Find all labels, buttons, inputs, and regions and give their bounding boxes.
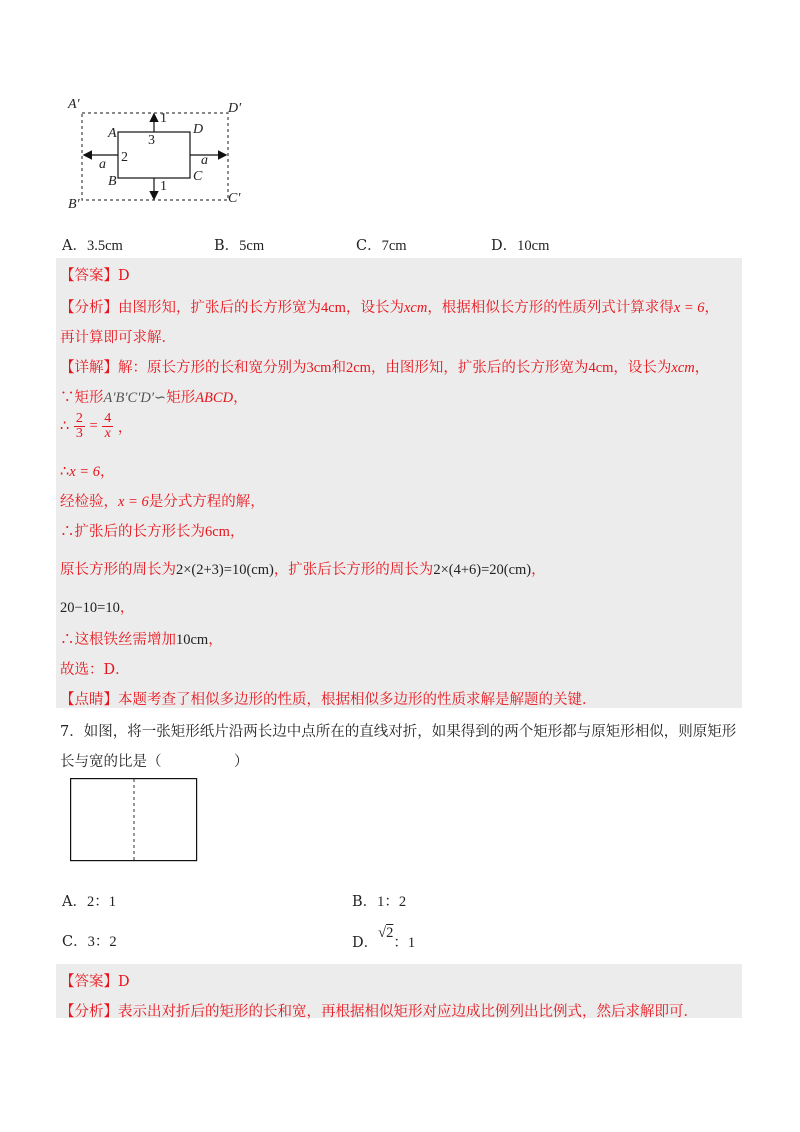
label-d-prime: D′ [228, 101, 242, 116]
q6-option-c: C．7cm [356, 238, 407, 254]
q7-option-b: B．1：2 [352, 894, 407, 910]
q6-analysis-line2: 再计算即可求解． [60, 330, 176, 346]
label-c-prime: C′ [228, 191, 241, 206]
q6-detail-line1: 【详解】解：原长方形的长和宽分别为3cm和2cm，由图形知，扩张后的长方形宽为4cm，设长为xcm， [60, 360, 710, 376]
q6-x-result: ∴x = 6， [60, 464, 115, 480]
q6-choose: 故选：D． [60, 662, 130, 678]
label-b: B [108, 174, 117, 189]
label-top-1: 1 [160, 111, 167, 126]
q6-option-b: B．5cm [214, 238, 265, 254]
q6-perimeters: 原长方形的周长为2×(2+3)=10(cm)，扩张后长方形的周长为2×(4+6)=20(cm)， [60, 562, 546, 578]
q6-similar-statement: ∵矩形A′B′C′D′∽矩形ABCD， [60, 390, 248, 406]
q7-analysis: 【分析】表示出对折后的矩形的长和宽，再根据相似矩形对应边成比例列出比例式，然后求解即可． [60, 1004, 698, 1020]
q6-check: 经检验，x = 6是分式方程的解， [60, 494, 265, 510]
q6-analysis-line1: 【分析】由图形知，扩张后的长方形宽为4cm，设长为xcm，根据相似长方形的性质列式计算求得x = 6， [60, 300, 720, 316]
label-width-3: 3 [148, 133, 155, 148]
q6-option-d: D．10cm [491, 238, 550, 254]
q6-proportion: ∴ $\frac{2}{3}$ = $\frac{4}{x}$ ， [60, 411, 133, 441]
sqrt-symbol: √2 [378, 925, 394, 941]
fraction-4-over-x: $\frac{4}{x}$ [104, 411, 112, 441]
q7-option-d: D．√2：1 [352, 925, 416, 951]
label-a-prime: A′ [68, 97, 80, 112]
label-height-2: 2 [121, 150, 128, 165]
label-left-a: a [99, 157, 106, 172]
q7-figure-folded-rectangle [70, 778, 198, 862]
q7-stem-line2: 长与宽的比是（ ） [60, 754, 249, 770]
label-right-a: a [201, 153, 208, 168]
q6-difference: 20−10=10， [60, 600, 135, 616]
q6-expanded-length: ∴扩张后的长方形长为6cm， [60, 524, 245, 540]
q6-wire-increase: ∴这根铁丝需增加10cm， [60, 632, 223, 648]
q7-answer: 【答案】D [60, 974, 130, 990]
label-b-prime: B′ [68, 197, 80, 212]
label-d: D [193, 122, 204, 137]
q7-option-a: A．2：1 [62, 894, 116, 910]
label-bottom-1: 1 [160, 179, 167, 194]
q6-answer: 【答案】D [60, 268, 130, 284]
label-c: C [193, 169, 203, 184]
q7-rectangle [71, 779, 197, 861]
q6-option-a: A．3.5cm [62, 238, 123, 254]
label-a: A [108, 126, 117, 141]
figure-expanded-rectangle [60, 95, 260, 220]
q7-figure-svg [70, 778, 198, 862]
fraction-2-over-3: $\frac{2}{3}$ [75, 411, 83, 441]
q7-option-c: C．3：2 [62, 934, 117, 950]
q7-stem-line1: 7．如图，将一张矩形纸片沿两长边中点所在的直线对折，如果得到的两个矩形都与原矩形相似，则原矩形 [60, 724, 737, 740]
q6-comment: 【点睛】本题考查了相似多边形的性质，根据相似多边形的性质求解是解题的关键． [60, 692, 597, 708]
